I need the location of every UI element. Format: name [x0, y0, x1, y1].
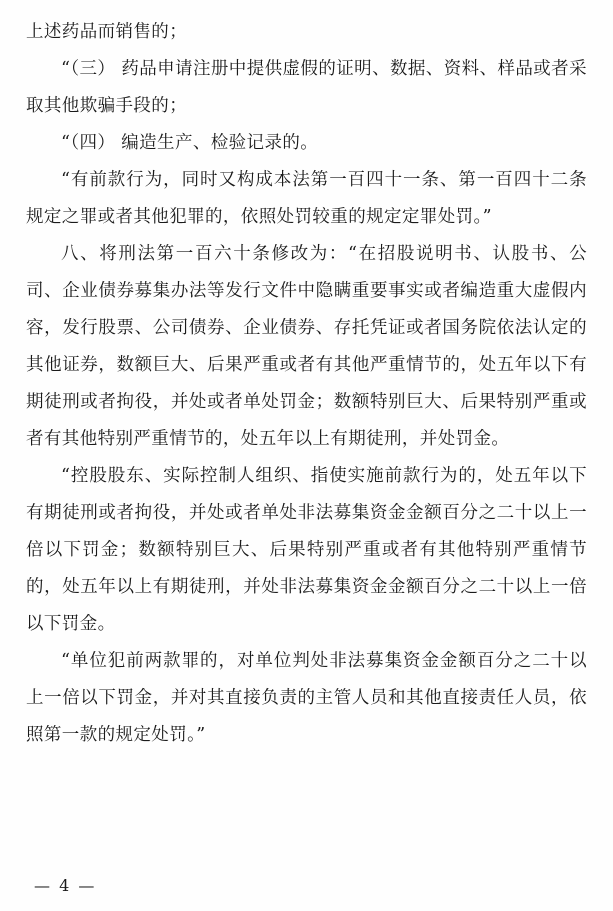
- paragraph-continuation: 上述药品而销售的；: [26, 22, 188, 42]
- paragraph-item-4: “（四） 编造生产、检验记录的。: [61, 133, 319, 153]
- document-body: [26, 14, 587, 754]
- page-number: — 4 —: [34, 876, 97, 895]
- paragraph-penalty-clause: “有前款行为，同时又构成本法第一百四十一条、第一百四十二条规定之罪或者其他犯罪的，依照处罚较重的规定定罪处罚。”: [26, 170, 587, 227]
- paragraph-controlling-shareholder: “控股股东、实际控制人组织、指使实施前款行为的，处五年以下有期徒刑或者拘役，并处或者单处非法募集资金金额百分之二十以上一倍以下罚金；数额特别巨大、后果特别严重或者有其他特别严重情节的，处五年以上有期徒刑，并处非法募集资金金额百分之二十以上一倍以下罚金。: [26, 466, 587, 634]
- paragraph-article-eight: 八、将刑法第一百六十条修改为：“在招股说明书、认股书、公司、企业债券募集办法等发行文件中隐瞒重要事实或者编造重大虚假内容，发行股票、公司债券、企业债券、存托凭证或者国务院依法认定的其他证券，数额巨大、后果严重或者有其他严重情节的，处五年以下有期徒刑或者拘役，并处或者单处罚金；数额特别巨大、后果特别严重或者有其他特别严重情节的，处五年以上有期徒刑，并处罚金。: [26, 244, 587, 449]
- paragraph-entity-offense: “单位犯前两款罪的，对单位判处非法募集资金金额百分之二十以上一倍以下罚金，并对其直接负责的主管人员和其他直接责任人员，依照第一款的规定处罚。”: [26, 651, 587, 745]
- paragraph-item-3: “（三） 药品申请注册中提供虚假的证明、数据、资料、样品或者采取其他欺骗手段的；: [26, 59, 587, 116]
